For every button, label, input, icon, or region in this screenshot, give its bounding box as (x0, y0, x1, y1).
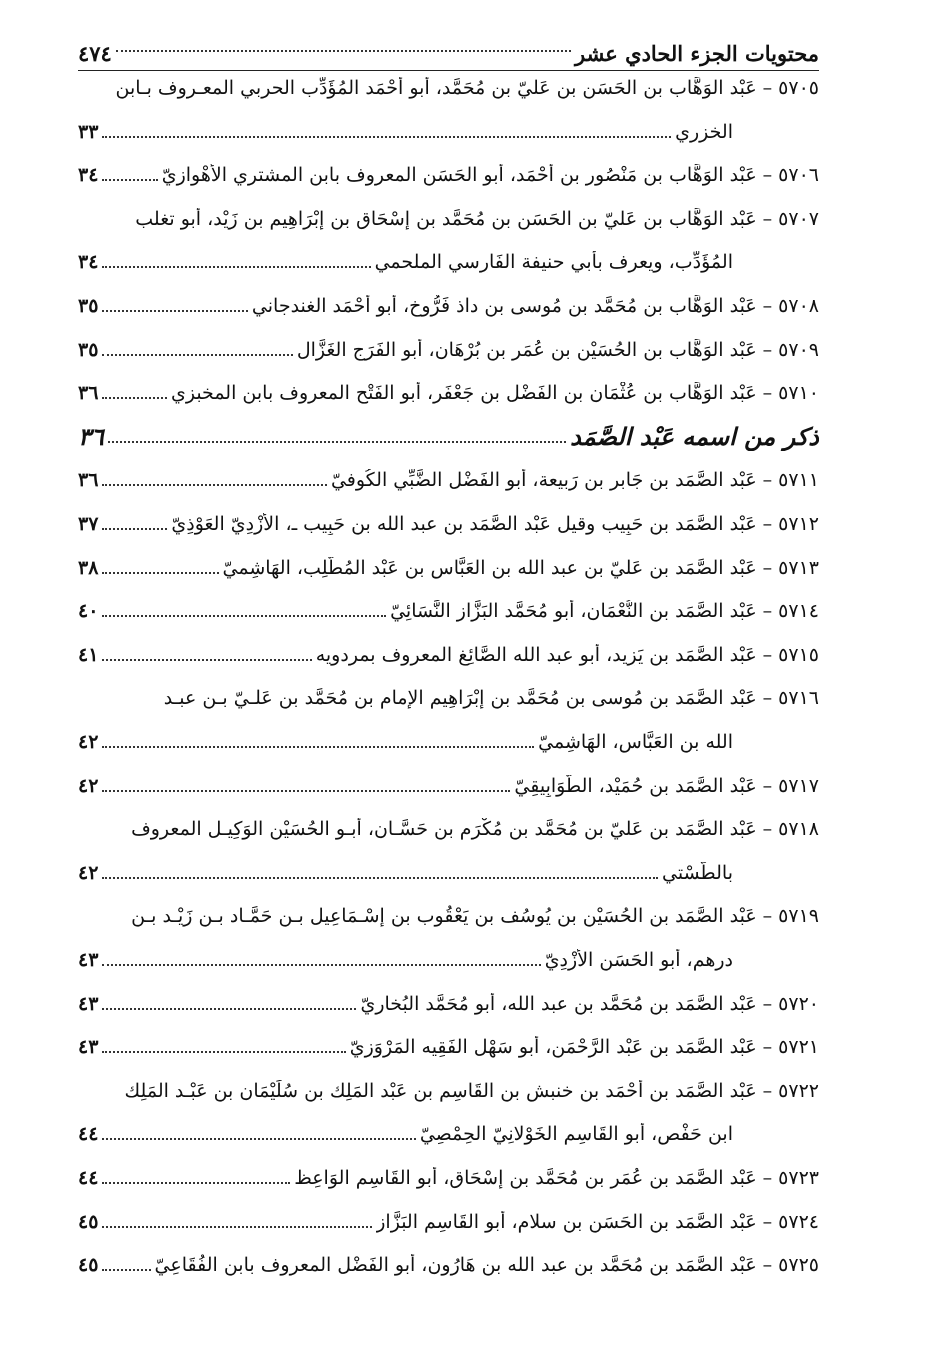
toc-entry (78, 155, 819, 195)
entry-dash: – (762, 338, 773, 361)
entry-number: ٥٧١٠ (778, 382, 819, 405)
entry-text: عَبْد الصَّمَد بن عَليّ بن عبد الله بن العَبَّاس بن عَبْد المُطَّلِب، الهَاشِميّ (222, 556, 757, 579)
entry-page-number: ٣٧ (78, 513, 99, 535)
toc-entry (78, 1158, 819, 1198)
leader-dots (102, 659, 311, 661)
entry-text: عَبْد الصَّمَد بن حُمَيْد، الطَّوَابِيقِيّ (514, 774, 757, 797)
toc-entry (78, 940, 819, 980)
entry-number: ٥٧١٢ (778, 513, 819, 535)
entry-text: عَبْد الصَّمَد بن الحَسَن بن سلام، أبو القَاسِم البَزَّاز (376, 1210, 757, 1233)
entry-page-number: ٤٥ (78, 1254, 99, 1277)
leader-dots (102, 746, 534, 748)
entry-dash: – (762, 818, 773, 841)
header-leader-dots (116, 50, 571, 52)
entry-number: ٥٧٢٥ (778, 1254, 819, 1277)
entry-text: بالطَّسْتي (662, 861, 733, 884)
toc-entry (78, 112, 819, 152)
entry-page-number: ٣٥ (78, 338, 99, 361)
toc-entry (78, 1114, 819, 1154)
entry-dash: – (762, 774, 773, 797)
entry-text: عَبْد الوَهَّاب بن مَنْصُور بن أَحْمَد، أبو الحَسَن المعروف بابن المشتري الأَهْوازيّ (161, 164, 757, 187)
toc-entry (78, 722, 819, 762)
entry-page-number: ٣٨ (78, 556, 99, 579)
entry-dash: – (762, 687, 773, 710)
entry-number: ٥٧١١ (778, 469, 819, 492)
entry-number: ٥٧١٤ (778, 600, 819, 623)
toc-entry (78, 504, 819, 544)
entry-dash: – (762, 643, 773, 666)
leader-dots (102, 136, 671, 138)
entry-text: عَبْد الصَّمَد بن أَحْمَد بن خنبش بن القَاسِم بن عَبْد المَلِك بن سُلَيْمَان بن عَبْـد المَلِك (124, 1079, 757, 1102)
entry-number: ٥٧٢٤ (778, 1210, 819, 1233)
entry-text: ابن حَفْص، أبو القَاسِم الخَوْلانِيّ الحِمْصِيّ (419, 1123, 733, 1146)
toc-entry (78, 330, 819, 370)
entry-number: ٥٧٠٦ (778, 164, 819, 187)
entry-text: عَبْد الصَّمَد بن الحُسَيْن بن يُوسُف بن يَعْقُوب بن إِسْـمَاعِيل بـن حَمَّـاد بـن زَيْـد بـن (131, 905, 757, 928)
entry-dash: – (762, 382, 773, 405)
toc-entry (78, 199, 819, 239)
entry-text: درهم، أبو الحَسَن الأَزْدِيّ (544, 949, 733, 971)
entry-number: ٥٧١٣ (778, 556, 819, 579)
entry-number: ٥٧٠٧ (778, 207, 819, 230)
leader-dots (102, 1051, 345, 1053)
entry-dash: – (762, 513, 773, 535)
entry-dash: – (762, 1254, 773, 1277)
entry-number: ٥٧١٨ (778, 818, 819, 841)
entry-page-number: ٣٤ (78, 164, 99, 187)
entry-dash: – (762, 207, 773, 230)
entry-number: ٥٧٠٨ (778, 295, 819, 317)
entry-number: ٥٧٢٠ (778, 992, 819, 1015)
entry-dash: – (762, 905, 773, 928)
entry-number: ٥٧١٦ (778, 687, 819, 710)
entry-number: ٥٧٠٩ (778, 338, 819, 361)
entry-page-number: ٤٢ (78, 861, 99, 884)
entry-page-number: ٤٣ (78, 992, 99, 1015)
toc-entry (78, 460, 819, 500)
entry-page-number: ٤٣ (78, 949, 99, 971)
entry-dash: – (762, 164, 773, 187)
page-header (78, 26, 819, 71)
entry-page-number: ٣٣ (78, 120, 99, 143)
entry-page-number: ٤٠ (78, 600, 99, 623)
entry-page-number: ٣٥ (78, 295, 99, 317)
toc-entry (78, 853, 819, 893)
entry-text: عَبْد الصَّمَد بن يَزِيد، أبو عبد الله الصَّائِغ المعروف بمردويه (315, 643, 757, 666)
entry-text: عَبْد الصَّمَد بن حَبِيب وقيل عَبْد الصَّمَد بن عبد الله بن حَبِيب ـ، الأَزْدِيّ العَوْذِيّ (171, 513, 757, 535)
entry-text: عَبْد الوَهَّاب بن عَليّ بن الحَسَن بن مُحَمَّد بن إِسْحَاق بن إِبْرَاهِيم بن زَيْد، أبو تغلب (135, 207, 757, 230)
entry-dash: – (762, 1167, 773, 1189)
entry-text: عَبْد الصَّمَد بن النُّعْمَان، أبو مُحَمَّد البَزَّاز النَّسَائِيّ (390, 600, 757, 623)
entry-page-number: ٣٤ (78, 251, 99, 274)
entry-text: عَبْد الوَهَّاب بن مُحَمَّد بن مُوسى بن داذ فَرُّوخ، أبو أَحْمَد الغندجاني (251, 295, 757, 317)
entry-dash: – (762, 556, 773, 579)
leader-dots (102, 179, 157, 181)
entry-text: عَبْد الوَهَّاب بن الحَسَن بن عَليّ بن مُحَمَّد، أبو أَحْمَد المُؤَدِّب الحربي المعـروف بـابن (115, 77, 757, 99)
leader-dots (102, 528, 167, 530)
toc-entry (78, 984, 819, 1024)
toc-entry (78, 242, 819, 282)
leader-dots (102, 964, 540, 966)
entry-text: عَبْد الصَّمَد بن مُحَمَّد بن عبد الله، أبو مُحَمَّد البُخاريّ (360, 992, 757, 1015)
leader-dots (102, 572, 218, 574)
toc-entry (78, 896, 819, 936)
entry-number: ٥٧٢٢ (778, 1079, 819, 1102)
entry-page-number: ٤٤ (78, 1167, 99, 1189)
entry-dash: – (762, 77, 773, 99)
entry-number: ٥٧١٥ (778, 643, 819, 666)
leader-dots (102, 484, 327, 486)
section-heading (78, 417, 819, 457)
entry-dash: – (762, 992, 773, 1015)
entry-text: عَبْد الوَهَّاب بن عُثْمَان بن الفَضْل بن جَعْفَر، أَبو الفَتْح المعروف بابن المخبزي (170, 382, 757, 405)
entry-number: ٥٧٠٥ (778, 77, 819, 99)
entry-text: عَبْد الصَّمَد بن مُحَمَّد بن عبد الله بن هَارُون، أبو الفَضْل المعروف بابن الفُقَاعِيّ (154, 1254, 757, 1277)
toc-entry (78, 68, 819, 108)
toc-entry (78, 635, 819, 675)
toc-entry (78, 766, 819, 806)
leader-dots (102, 615, 386, 617)
leader-dots (102, 1269, 150, 1271)
entry-page-number: ٣٦ (78, 469, 99, 492)
toc-entry (78, 809, 819, 849)
leader-dots (102, 1182, 290, 1184)
toc-entry (78, 1071, 819, 1111)
entry-page-number: ٤٣ (78, 1036, 99, 1059)
toc-entry (78, 286, 819, 326)
entry-page-number: ٤٢ (78, 774, 99, 797)
running-title: محتويات الجزء الحادي عشر (574, 41, 819, 66)
leader-dots (102, 790, 510, 792)
entry-text: عَبْد الوَهَّاب بن الحُسَيْن بن عُمَر بن بُرْهَان، أبو الفَرَج الغَزَّال (296, 338, 757, 361)
entry-text: عَبْد الصَّمَد بن مُوسى بن مُحَمَّد بن إِبْرَاهِيم الإِمام بن مُحَمَّد بن عَلـيّ بـن عبـد (163, 687, 757, 710)
toc-entry (78, 1202, 819, 1242)
entry-text: عَبْد الصَّمَد بن عَبْد الرَّحْمَن، أبو سَهْل الفَقِيه المَرْوَزِيّ (349, 1036, 757, 1059)
entry-dash: – (762, 600, 773, 623)
toc-entry (78, 591, 819, 631)
entry-page-number: ٤٤ (78, 1123, 99, 1146)
leader-dots (108, 441, 566, 443)
entry-number: ٥٧٢٣ (778, 1167, 819, 1189)
entry-dash: – (762, 1210, 773, 1233)
entry-page-number: ٣٦ (78, 382, 99, 405)
entry-dash: – (762, 469, 773, 492)
leader-dots (102, 354, 292, 356)
toc-entry (78, 678, 819, 718)
page-number: ٤٧٤ (78, 41, 112, 66)
toc-entry (78, 548, 819, 588)
leader-dots (102, 1226, 372, 1228)
toc-entry (78, 373, 819, 413)
entry-dash: – (762, 1036, 773, 1059)
entry-dash: – (762, 295, 773, 317)
entry-text: الله بن العَبَّاس، الهَاشِميّ (538, 731, 733, 753)
entry-number: ٥٧١٩ (778, 905, 819, 928)
entry-page-number: ٤١ (78, 643, 99, 666)
entry-text: عَبْد الصَّمَد بن جَابر بن رَبيعة، أبو الفَضْل الضَّبِّي الكُوفيّ (330, 469, 757, 492)
section-title: ذكر من اسمه عَبْد الصَّمَد (570, 422, 819, 452)
entry-dash: – (762, 1079, 773, 1102)
entry-text: المُؤَدِّب، ويعرف بأبي حنيفة الفَارِسي الملحمي (374, 251, 733, 274)
toc-entry (78, 1027, 819, 1067)
entry-text: عَبْد الصَّمَد بن عُمَر بن مُحَمَّد بن إِسْحَاق، أبو القَاسِم الوَاعِظ (294, 1167, 757, 1189)
entry-number: ٥٧٢١ (778, 1036, 819, 1059)
leader-dots (102, 1138, 415, 1140)
leader-dots (102, 877, 658, 879)
entry-text: الخزري (675, 120, 733, 143)
leader-dots (102, 1008, 356, 1010)
entry-page-number: ٣٦ (78, 422, 104, 452)
leader-dots (102, 266, 370, 268)
entry-page-number: ٤٥ (78, 1210, 99, 1233)
book-page (78, 0, 819, 1361)
leader-dots (102, 397, 167, 399)
entry-page-number: ٤٢ (78, 731, 99, 753)
entry-text: عَبْد الصَّمَد بن عَليّ بن مُحَمَّد بن مُكْرَم بن حَسَّـان، أبـو الحُسَيْن الوَكِيـل المعروف (131, 818, 757, 841)
toc-entry (78, 1245, 819, 1285)
entry-number: ٥٧١٧ (778, 774, 819, 797)
leader-dots (102, 310, 247, 312)
